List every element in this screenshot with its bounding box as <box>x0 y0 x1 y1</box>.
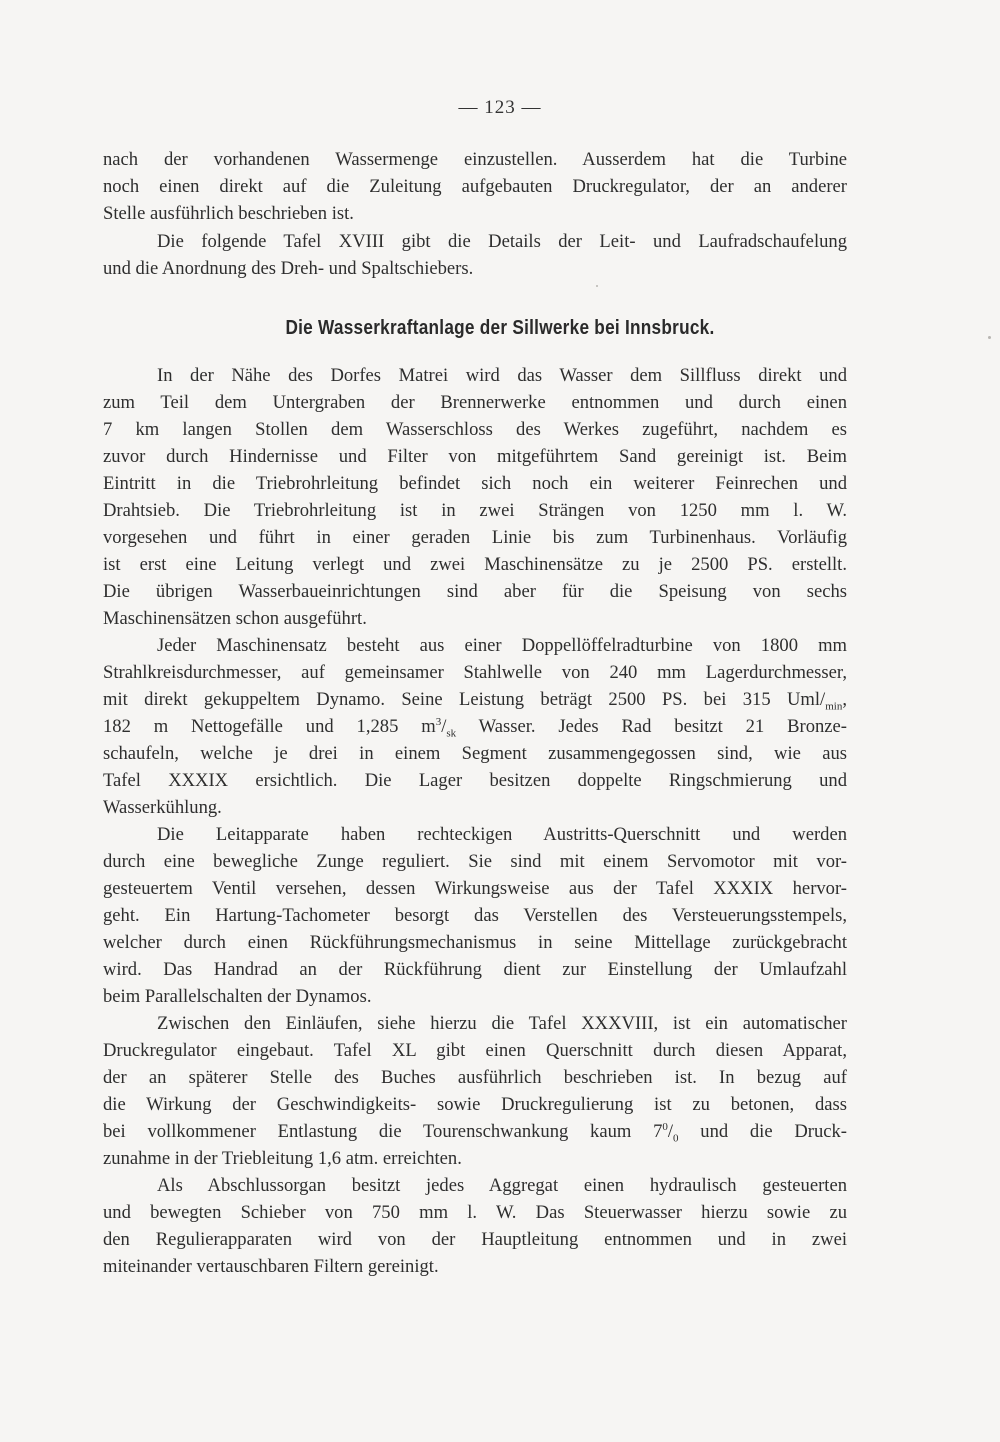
text-line: beim Parallelschalten der Dynamos. <box>103 986 372 1007</box>
text-line: In der Nähe des Dorfes Matrei wird das Wasser dem Sillfluss direkt und <box>157 365 847 386</box>
text-line: Drahtsieb. Die Triebrohrleitung ist in zwei Strängen von 1250 mm l. W. <box>103 500 847 521</box>
text-line: miteinander vertauschbaren Filtern gereinigt. <box>103 1256 439 1277</box>
unit-subscript: sk <box>446 727 457 740</box>
text-line: Jeder Maschinensatz besteht aus einer Doppellöffelradturbine von 1800 mm <box>157 635 847 656</box>
text-line: welcher durch einen Rückführungsmechanismus in seine Mittellage zurückgebracht <box>103 932 847 953</box>
text-line <box>103 686 847 713</box>
text-line: zunahme in der Triebleitung 1,6 atm. erreichten. <box>103 1148 462 1169</box>
line-text: und die Druck- <box>678 1121 847 1142</box>
text-line: nach der vorhandenen Wassermenge einzustellen. Ausserdem hat die Turbine <box>103 149 847 170</box>
text-line: und bewegten Schieber von 750 mm l. W. Das Steuerwasser hierzu sowie zu <box>103 1202 847 1223</box>
text-line: Wasserkühlung. <box>103 797 222 818</box>
text-line: schaufeln, welche je drei in einem Segment zusammengegossen sind, wie aus <box>103 743 847 764</box>
unit-superscript: 3 <box>435 715 442 728</box>
text-line <box>103 1118 847 1145</box>
text-line: Die folgende Tafel XVIII gibt die Details der Leit- und Laufradschaufelung <box>157 231 847 252</box>
text-line: und die Anordnung des Dreh- und Spaltschiebers. <box>103 258 474 279</box>
line-text: bei vollkommener Entlastung die Tourenschwankung kaum 7 <box>103 1121 663 1142</box>
line-text: , <box>842 689 847 710</box>
text-line: Als Abschlussorgan besitzt jedes Aggregat einen hydraulisch gesteuerten <box>157 1175 847 1196</box>
text-line: ist erst eine Leitung verlegt und zwei Maschinensätze zu je 2500 PS. erstellt. <box>103 554 847 575</box>
text-line: Zwischen den Einläufen, siehe hierzu die Tafel XXXVIII, ist ein automatischer <box>157 1013 847 1034</box>
text-line: Maschinensätzen schon ausgeführt. <box>103 608 367 629</box>
text-line: noch einen direkt auf die Zuleitung aufgebauten Druckregulator, der an anderer <box>103 176 847 197</box>
text-line: vorgesehen und führt in einer geraden Linie bis zum Turbinenhaus. Vorläufig <box>103 527 847 548</box>
text-line: zuvor durch Hindernisse und Filter von mitgeführtem Sand gereinigt ist. Beim <box>103 446 847 467</box>
line-text: mit direkt gekuppeltem Dynamo. Seine Leistung beträgt 2500 PS. bei 315 Uml/ <box>103 689 826 710</box>
paper-speck <box>988 336 991 339</box>
percent-slash: / <box>667 1121 674 1142</box>
text-line: gesteuertem Ventil versehen, dessen Wirkungsweise aus der Tafel XXXIX hervor- <box>103 878 847 899</box>
line-text: 182 m Nettogefälle und 1,285 m <box>103 716 436 737</box>
text-line: geht. Ein Hartung-Tachometer besorgt das Verstellen des Versteuerungsstempels, <box>103 905 847 926</box>
line-text: Wasser. Jedes Rad besitzt 21 Bronze- <box>456 716 847 737</box>
text-line: Eintritt in die Triebrohrleitung befindet sich noch ein weiterer Feinrechen und <box>103 473 847 494</box>
text-line: die Wirkung der Geschwindigkeits- sowie Druckregulierung ist zu betonen, dass <box>103 1094 847 1115</box>
paper-speck <box>596 285 598 287</box>
text-line: Druckregulator eingebaut. Tafel XL gibt einen Querschnitt durch diesen Apparat, <box>103 1040 847 1061</box>
text-line: Stelle ausführlich beschrieben ist. <box>103 203 354 224</box>
section-heading: Die Wasserkraftanlage der Sillwerke bei Innsbruck. <box>285 317 715 339</box>
text-line <box>103 713 847 740</box>
unit-slash: / <box>441 716 447 737</box>
text-line: der an späterer Stelle des Buches ausführlich beschrieben ist. In bezug auf <box>103 1067 847 1088</box>
text-line: den Regulierapparaten wird von der Hauptleitung entnommen und in zwei <box>103 1229 847 1250</box>
text-line: Strahlkreisdurchmesser, auf gemeinsamer Stahlwelle von 240 mm Lagerdurchmesser, <box>103 662 847 683</box>
text-line: 7 km langen Stollen dem Wasserschloss des Werkes zugeführt, nachdem es <box>103 419 847 440</box>
text-line: Die Leitapparate haben rechteckigen Austritts-Querschnitt und werden <box>157 824 847 845</box>
percent-superscript: 0 <box>662 1120 668 1133</box>
percent-subscript: 0 <box>673 1132 679 1145</box>
text-line: Die übrigen Wasserbaueinrichtungen sind aber für die Speisung von sechs <box>103 581 847 602</box>
text-line: zum Teil dem Untergraben der Brennerwerke entnommen und durch einen <box>103 392 847 413</box>
text-line: Tafel XXXIX ersichtlich. Die Lager besitzen doppelte Ringschmierung und <box>103 770 847 791</box>
page-number: — 123 — <box>458 97 542 118</box>
unit-subscript: min <box>825 700 843 713</box>
text-line: wird. Das Handrad an der Rückführung dient zur Einstellung der Umlaufzahl <box>103 959 847 980</box>
text-line: durch eine bewegliche Zunge reguliert. Sie sind mit einem Servomotor mit vor- <box>103 851 847 872</box>
